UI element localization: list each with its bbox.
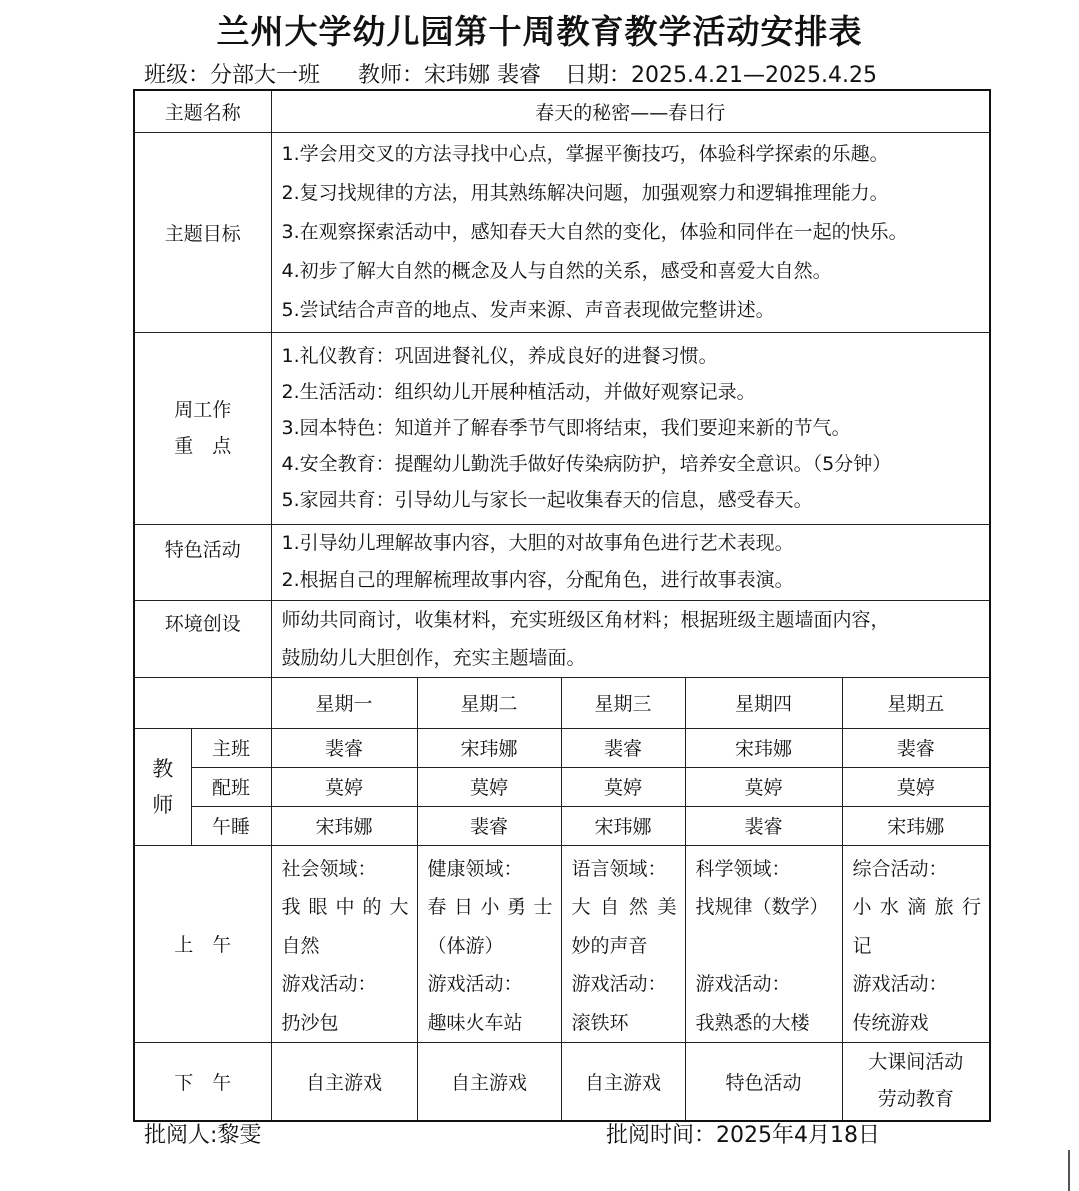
theme-value: 春天的秘密——春日行: [271, 90, 990, 132]
teacher-name: 宋玮娜: [417, 728, 561, 767]
am-line: 记: [852, 934, 872, 957]
focus-item: 1.礼仪教育：巩固进餐礼仪，养成良好的进餐习惯。: [281, 345, 718, 367]
teacher-name: 宋玮娜: [561, 806, 685, 845]
teacher-name: 宋玮娜: [842, 806, 990, 845]
teacher-name: 宋玮娜: [271, 806, 417, 845]
am-line: 社会领域：: [281, 857, 377, 880]
goal-item: 5.尝试结合声音的地点、发声来源、声音表现做完整讲述。: [281, 298, 775, 321]
teacher-name: 宋玮娜: [685, 728, 842, 767]
focus-row: [134, 332, 990, 524]
reviewer: 批阅人:黎雯: [144, 1123, 262, 1148]
review-time: 批阅时间：2025年4月18日: [606, 1123, 880, 1148]
feature-item: 1.引导幼儿理解故事内容，大胆的对故事角色进行艺术表现。: [281, 532, 794, 554]
morning-cell-fri: [842, 845, 990, 1043]
header-info: [144, 58, 877, 89]
focus-item: 5.家园共育：引导幼儿与家长一起收集春天的信息，感受春天。: [281, 489, 813, 511]
focus-item: 2.生活活动：组织幼儿开展种植活动，并做好观察记录。: [281, 381, 756, 403]
am-line: 扔沙包: [281, 1011, 339, 1034]
role-label: 主班: [191, 728, 271, 767]
am-line: 找规律（数学）: [695, 896, 829, 918]
am-line: 语言领域：: [571, 857, 667, 880]
corner-cell: [134, 677, 271, 728]
goal-item: 4.初步了解大自然的概念及人与自然的关系，感受和喜爱大自然。: [281, 259, 832, 282]
afternoon-fri-line: 劳动教育: [877, 1088, 954, 1111]
teacher-row-assist: [134, 767, 990, 806]
schedule-table: [133, 89, 991, 1122]
day-header: 星期二: [417, 677, 561, 728]
feature-row: [134, 524, 990, 600]
am-line: 我熟悉的大楼: [695, 1011, 810, 1034]
teacher-name: 莫婷: [842, 767, 990, 806]
day-header-row: [134, 677, 990, 728]
environment-label: 环境创设: [134, 600, 271, 677]
role-label: 午睡: [191, 806, 271, 845]
morning-cell-thu: [685, 845, 842, 1043]
am-line: 游戏活动：: [852, 973, 948, 995]
afternoon-cell-fri: [842, 1043, 990, 1121]
am-line: 大自然美: [571, 896, 677, 918]
afternoon-label: 下 午: [134, 1043, 271, 1121]
focus-item: 4.安全教育：提醒幼儿勤洗手做好传染病防护，培养安全意识。（5分钟）: [281, 453, 892, 475]
afternoon-cell: 特色活动: [685, 1043, 842, 1121]
teacher-group-char: 教: [152, 756, 174, 781]
focus-label: [134, 332, 271, 524]
page-title: 兰州大学幼儿园第十周教育教学活动安排表: [216, 12, 863, 51]
afternoon-cell: 自主游戏: [417, 1043, 561, 1121]
goals-label: 主题目标: [134, 132, 271, 332]
teacher-group-char: 师: [152, 792, 174, 817]
am-line: 科学领域：: [695, 857, 791, 880]
day-header: 星期五: [842, 677, 990, 728]
teacher-name: 裴睿: [685, 806, 842, 845]
date-label: 日期：2025.4.21—2025.4.25: [565, 63, 877, 88]
afternoon-cell: 自主游戏: [561, 1043, 685, 1121]
am-line: 健康领域：: [427, 857, 523, 880]
morning-label: 上 午: [134, 845, 271, 1043]
afternoon-cell: 自主游戏: [271, 1043, 417, 1121]
goal-item: 2.复习找规律的方法，用其熟练解决问题，加强观察力和逻辑推理能力。: [281, 181, 889, 204]
day-header: 星期四: [685, 677, 842, 728]
teacher-row-main: [134, 728, 990, 767]
environment-row: [134, 600, 990, 677]
teacher-name: 莫婷: [417, 767, 561, 806]
goals-list: [271, 132, 990, 332]
day-header: 星期三: [561, 677, 685, 728]
focus-label-line2: 重 点: [174, 435, 232, 457]
teacher-name: 莫婷: [271, 767, 417, 806]
teacher-name: 裴睿: [561, 728, 685, 767]
afternoon-fri-line: 大课间活动: [868, 1051, 964, 1074]
am-line: 综合活动：: [852, 857, 948, 880]
am-line: [696, 927, 834, 966]
am-line: 小水滴旅行: [852, 896, 982, 918]
teacher-name: 莫婷: [685, 767, 842, 806]
am-line: 游戏活动：: [571, 973, 667, 995]
morning-cell-tue: [417, 845, 561, 1043]
goal-item: 3.在观察探索活动中，感知春天大自然的变化，体验和同伴在一起的快乐。: [281, 220, 908, 243]
theme-label: 主题名称: [134, 90, 271, 132]
morning-cell-wed: [561, 845, 685, 1043]
am-line: 我眼中的大: [281, 896, 409, 918]
focus-item: 3.园本特色：知道并了解春季节气即将结束，我们要迎来新的节气。: [281, 417, 851, 439]
am-line: 游戏活动：: [281, 973, 377, 995]
focus-list: [271, 332, 990, 524]
goals-row: [134, 132, 990, 332]
am-line: 春日小勇士: [427, 896, 553, 918]
class-label: 班级：分部大一班: [144, 63, 321, 88]
focus-label-line1: 周工作: [174, 399, 232, 421]
environment-line: 师幼共同商讨，收集材料，充实班级区角材料；根据班级主题墙面内容，: [281, 608, 890, 631]
goal-item: 1.学会用交叉的方法寻找中心点，掌握平衡技巧，体验科学探索的乐趣。: [281, 142, 889, 165]
am-line: 妙的声音: [571, 934, 648, 957]
am-line: 游戏活动：: [695, 973, 791, 995]
feature-label: 特色活动: [134, 524, 271, 600]
am-line: 传统游戏: [852, 1011, 929, 1034]
morning-row: [134, 845, 990, 1043]
edge-line: [1068, 1150, 1070, 1191]
am-line: 自然: [281, 934, 320, 957]
teacher-name: 莫婷: [561, 767, 685, 806]
am-line: 游戏活动：: [427, 973, 523, 995]
role-label: 配班: [191, 767, 271, 806]
theme-row: [134, 90, 990, 132]
environment-text: [271, 600, 990, 677]
teacher-name: 裴睿: [842, 728, 990, 767]
teacher-row-nap: [134, 806, 990, 845]
teacher-group-label: [134, 728, 191, 845]
environment-line: 鼓励幼儿大胆创作，充实主题墙面。: [281, 646, 586, 669]
feature-item: 2.根据自己的理解梳理故事内容，分配角色，进行故事表演。: [281, 569, 794, 591]
am-line: （体游）: [427, 934, 504, 957]
teacher-name: 裴睿: [271, 728, 417, 767]
morning-cell-mon: [271, 845, 417, 1043]
teacher-label: 教师：宋玮娜 裴睿: [358, 63, 542, 88]
day-header: 星期一: [271, 677, 417, 728]
feature-list: [271, 524, 990, 600]
afternoon-row: [134, 1043, 990, 1121]
am-line: 滚铁环: [571, 1011, 629, 1034]
am-line: 趣味火车站: [427, 1011, 523, 1034]
teacher-name: 裴睿: [417, 806, 561, 845]
